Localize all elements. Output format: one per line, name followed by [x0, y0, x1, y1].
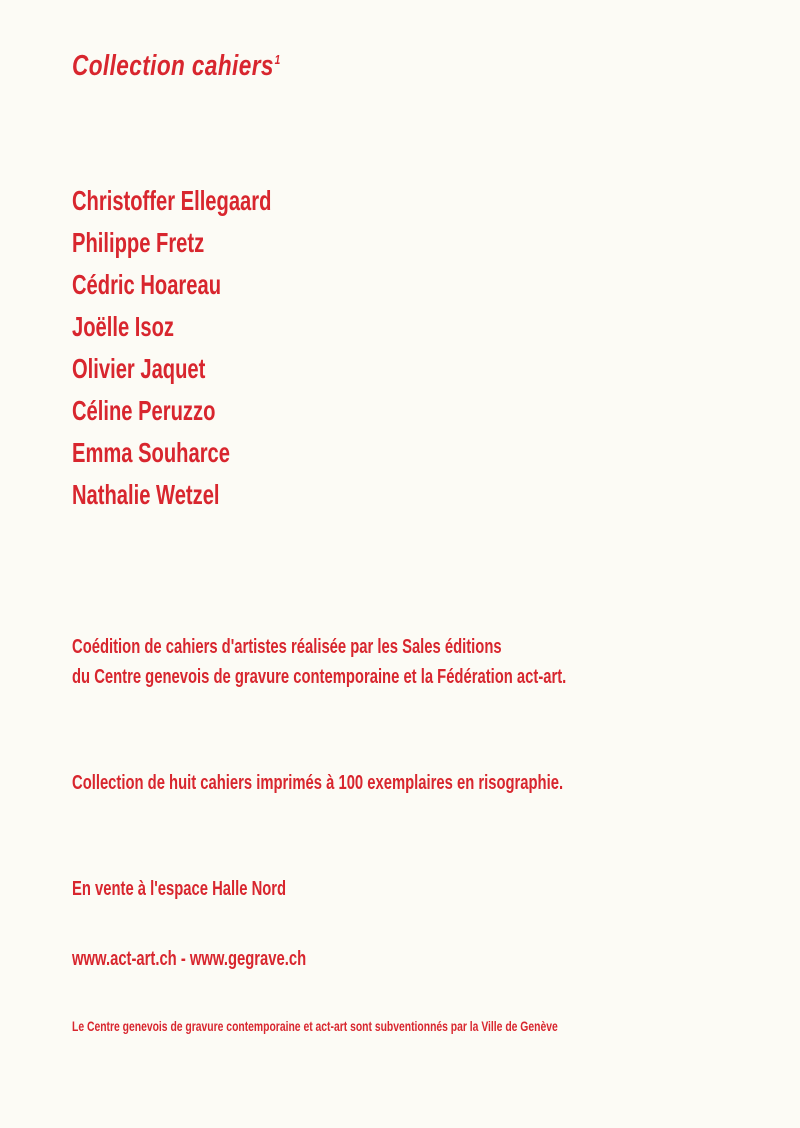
- coedition-line-2: du Centre genevois de gravure contemporaine et la Fédération act-art.: [72, 666, 567, 688]
- collection-title-text: Collection cahiers: [72, 50, 274, 82]
- title-footnote-marker: 1: [274, 52, 281, 67]
- website-links: www.act-art.ch - www.gegrave.ch: [72, 948, 307, 970]
- artist-list: [72, 180, 349, 516]
- artist-name: Cédric Hoareau: [72, 269, 222, 300]
- coedition-line-1: Coédition de cahiers d'artistes réalisée par les Sales éditions: [72, 636, 502, 658]
- funding-footer: Le Centre genevois de gravure contemporaine et act-art sont subventionnés par la Ville de Genève: [72, 1018, 558, 1034]
- artist-name: Joëlle Isoz: [72, 311, 174, 342]
- collection-title: [72, 50, 281, 83]
- artist-name: Céline Peruzzo: [72, 395, 216, 426]
- artist-name: Olivier Jaquet: [72, 353, 206, 384]
- artist-name: Nathalie Wetzel: [72, 479, 220, 510]
- coedition-paragraph: [72, 632, 566, 692]
- sale-note: En vente à l'espace Halle Nord: [72, 878, 287, 900]
- artist-name: Emma Souharce: [72, 437, 230, 468]
- artist-name: Christoffer Ellegaard: [72, 185, 272, 216]
- artist-name: Philippe Fretz: [72, 227, 205, 258]
- collection-note: Collection de huit cahiers imprimés à 100 exemplaires en risographie.: [72, 772, 564, 794]
